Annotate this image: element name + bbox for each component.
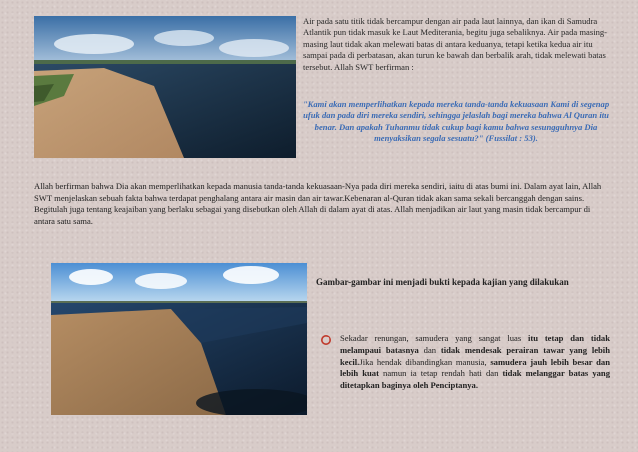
reflection-text-bold: itu tetap dan tidak melampaui batasnya: [340, 333, 610, 355]
quran-quote: "Kami akan memperlihatkan kepada mereka tanda-tanda kekuasaan Kami di segenap ufuk dan pada diri mereka sendiri, sehingga jelaslah bagi mereka bahwa Al Quran itu benar. Dan apakah Tuhanmu tidak cukup bagi kamu bahwa sesungguhnya Dia menyaksikan segala sesuatu?" (Fussilat : 53).: [302, 99, 610, 144]
evidence-heading: Gambar-gambar ini menjadi bukti kepada kajian yang dilakukan: [316, 277, 569, 287]
body-paragraph: Allah berfirman bahwa Dia akan memperlihatkan kepada manusia tanda-tanda kekuasaan-Nya pada diri mereka sendiri, iaitu di atas bumi ini. Dalam ayat lain, Allah SWT menjelaskan sebuah fakta bahwa terdapat penghalang antara air masin dan air tawar.Kebenaran al-Quran tidak akan sama sekali bercanggah dengan sains. Begitulah juga tentang keajaiban yang berlaku sebagai yang disebutkan oleh Allah di dalam ayat di atas. Allah menjadikan air laut yang masin tidak bercampur di antara satu sama.: [34, 181, 602, 226]
reflection-bullet: [320, 333, 610, 392]
reflection-text-segment: Sekadar renungan, samudera yang sangat luas: [340, 333, 528, 343]
reflection-text-segment: Jika hendak dibandingkan manusia,: [359, 356, 491, 367]
intro-paragraph: Air pada satu titik tidak bercampur dengan air pada laut lainnya, dan ikan di Samudra Atlantik pun tidak masuk ke Laut Mediterania, begitu juga sebaliknya. Air pada masing-masing laut tidak akan melewati batas di antara keduanya, tetapi ketika kedua air itu sampai pada di perbatasan, akan turun ke bawah dan berbalik arah, tidak melewati batas tersebut. Allah SWT berfirman :: [303, 16, 608, 72]
confluence-photo-bottom: [51, 263, 307, 415]
reflection-text: [340, 333, 610, 392]
reflection-text-segment: namun ia tetap rendah hati dan: [378, 368, 503, 379]
reflection-text-bold: tidak mendesak perairan tawar yang lebih kecil.: [340, 344, 610, 367]
reflection-text-bold: tidak melanggar batas yang ditetapkan baginya oleh Penciptanya.: [340, 368, 610, 391]
confluence-photo-top: [34, 16, 296, 158]
reflection-text-bold: samudera jauh lebih besar dan lebih kuat: [340, 356, 610, 379]
reflection-text-segment: dan: [418, 344, 441, 355]
ring-bullet-icon: [320, 334, 332, 346]
